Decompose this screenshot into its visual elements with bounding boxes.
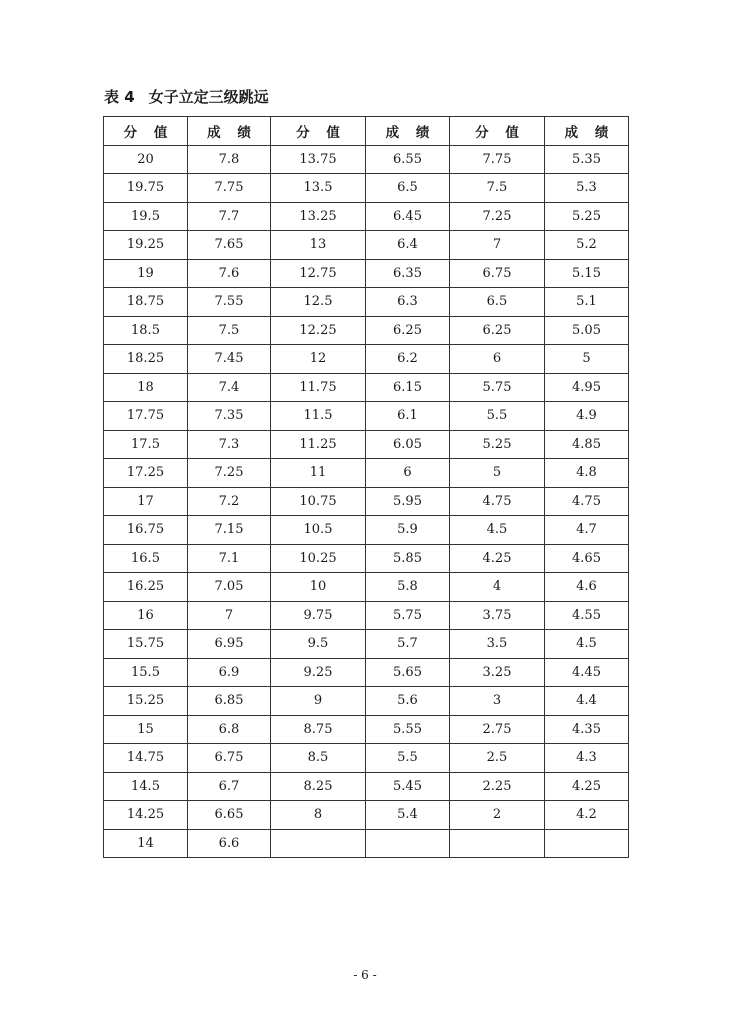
result-cell: 6.7: [188, 772, 271, 801]
result-cell: 6.45: [366, 202, 450, 231]
score-cell: 18.5: [104, 316, 188, 345]
result-cell: 5.55: [366, 715, 450, 744]
score-cell: 17.25: [104, 459, 188, 488]
table-row: [104, 345, 629, 374]
result-cell: 4.95: [545, 373, 629, 402]
result-cell: 6.85: [188, 687, 271, 716]
result-cell: 5.85: [366, 544, 450, 573]
result-cell: 4.6: [545, 573, 629, 602]
table-row: [104, 259, 629, 288]
score-cell: 12.75: [271, 259, 366, 288]
score-cell: 19: [104, 259, 188, 288]
score-cell: 18: [104, 373, 188, 402]
result-cell: 5.15: [545, 259, 629, 288]
table-row: [104, 288, 629, 317]
score-cell: 12.25: [271, 316, 366, 345]
result-cell: 6.3: [366, 288, 450, 317]
header-score-2: 分 值: [271, 117, 366, 146]
score-table: [103, 116, 629, 858]
score-cell: 18.25: [104, 345, 188, 374]
result-cell: [366, 829, 450, 858]
result-cell: 7.25: [188, 459, 271, 488]
result-cell: 6.4: [366, 231, 450, 260]
result-cell: 7.6: [188, 259, 271, 288]
result-cell: 7.2: [188, 487, 271, 516]
score-cell: 16.75: [104, 516, 188, 545]
score-cell: 6.5: [450, 288, 545, 317]
table-caption: 女子立定三级跳远: [148, 88, 269, 106]
score-cell: 13: [271, 231, 366, 260]
result-cell: 7.7: [188, 202, 271, 231]
result-cell: 6.2: [366, 345, 450, 374]
score-cell: 15.25: [104, 687, 188, 716]
result-cell: 5.1: [545, 288, 629, 317]
table-title: [104, 86, 269, 107]
result-cell: 5.65: [366, 658, 450, 687]
table-row: [104, 573, 629, 602]
result-cell: 7.55: [188, 288, 271, 317]
score-cell: 3: [450, 687, 545, 716]
score-cell: 10.75: [271, 487, 366, 516]
table-body: [104, 145, 629, 858]
score-cell: 10.25: [271, 544, 366, 573]
score-cell: 7: [450, 231, 545, 260]
result-cell: 6.1: [366, 402, 450, 431]
score-cell: 15.75: [104, 630, 188, 659]
score-cell: 4.25: [450, 544, 545, 573]
score-cell: 5.25: [450, 430, 545, 459]
header-row: [104, 117, 629, 146]
score-cell: 4.75: [450, 487, 545, 516]
score-cell: 3.75: [450, 601, 545, 630]
result-cell: 4.55: [545, 601, 629, 630]
result-cell: 6.95: [188, 630, 271, 659]
result-cell: 5.95: [366, 487, 450, 516]
result-cell: 4.85: [545, 430, 629, 459]
result-cell: 4.3: [545, 744, 629, 773]
score-cell: 9.5: [271, 630, 366, 659]
score-cell: 13.5: [271, 174, 366, 203]
result-cell: 5.25: [545, 202, 629, 231]
table-row: [104, 202, 629, 231]
score-cell: 7.75: [450, 145, 545, 174]
score-cell: 19.25: [104, 231, 188, 260]
score-cell: 19.75: [104, 174, 188, 203]
result-cell: 5.35: [545, 145, 629, 174]
result-cell: 6.75: [188, 744, 271, 773]
table-row: [104, 801, 629, 830]
result-cell: 5.5: [366, 744, 450, 773]
score-cell: 15.5: [104, 658, 188, 687]
table-row: [104, 373, 629, 402]
result-cell: 5.8: [366, 573, 450, 602]
score-cell: 11.5: [271, 402, 366, 431]
header-result-2: 成 绩: [366, 117, 450, 146]
table-row: [104, 658, 629, 687]
table-row: [104, 430, 629, 459]
score-cell: 13.75: [271, 145, 366, 174]
score-cell: 14.25: [104, 801, 188, 830]
result-cell: 4.25: [545, 772, 629, 801]
result-cell: 6.9: [188, 658, 271, 687]
table-row: [104, 601, 629, 630]
table-row: [104, 516, 629, 545]
score-cell: 2: [450, 801, 545, 830]
table-row: [104, 174, 629, 203]
result-cell: 4.75: [545, 487, 629, 516]
score-cell: [271, 829, 366, 858]
score-cell: 5: [450, 459, 545, 488]
score-cell: 15: [104, 715, 188, 744]
result-cell: 7.1: [188, 544, 271, 573]
header-score-1: 分 值: [104, 117, 188, 146]
score-cell: 9: [271, 687, 366, 716]
score-cell: 6: [450, 345, 545, 374]
score-cell: 16.5: [104, 544, 188, 573]
score-cell: 17.5: [104, 430, 188, 459]
result-cell: 7.15: [188, 516, 271, 545]
result-cell: 7.4: [188, 373, 271, 402]
score-cell: 12: [271, 345, 366, 374]
result-cell: 7.8: [188, 145, 271, 174]
table-row: [104, 145, 629, 174]
result-cell: 6: [366, 459, 450, 488]
score-cell: 5.5: [450, 402, 545, 431]
score-cell: 3.5: [450, 630, 545, 659]
result-cell: 6.5: [366, 174, 450, 203]
result-cell: 7: [188, 601, 271, 630]
header-score-3: 分 值: [450, 117, 545, 146]
result-cell: 6.05: [366, 430, 450, 459]
header-result-3: 成 绩: [545, 117, 629, 146]
result-cell: 4.5: [545, 630, 629, 659]
score-cell: 17: [104, 487, 188, 516]
result-cell: 5.2: [545, 231, 629, 260]
table-row: [104, 231, 629, 260]
result-cell: 7.05: [188, 573, 271, 602]
result-cell: 4.9: [545, 402, 629, 431]
score-cell: 11.25: [271, 430, 366, 459]
table-row: [104, 316, 629, 345]
table-row: [104, 744, 629, 773]
table-row: [104, 829, 629, 858]
score-cell: 17.75: [104, 402, 188, 431]
table-row: [104, 630, 629, 659]
score-cell: 19.5: [104, 202, 188, 231]
score-cell: 20: [104, 145, 188, 174]
result-cell: 5.05: [545, 316, 629, 345]
result-cell: 7.45: [188, 345, 271, 374]
result-cell: 7.65: [188, 231, 271, 260]
score-cell: 10.5: [271, 516, 366, 545]
score-cell: 18.75: [104, 288, 188, 317]
result-cell: 4.2: [545, 801, 629, 830]
result-cell: 6.55: [366, 145, 450, 174]
result-cell: [545, 829, 629, 858]
score-cell: 6.75: [450, 259, 545, 288]
score-cell: 4: [450, 573, 545, 602]
score-cell: 13.25: [271, 202, 366, 231]
result-cell: 6.65: [188, 801, 271, 830]
result-cell: 7.3: [188, 430, 271, 459]
result-cell: 4.65: [545, 544, 629, 573]
score-cell: 3.25: [450, 658, 545, 687]
score-cell: 6.25: [450, 316, 545, 345]
result-cell: 5.9: [366, 516, 450, 545]
table-row: [104, 459, 629, 488]
score-cell: 8.75: [271, 715, 366, 744]
result-cell: 6.6: [188, 829, 271, 858]
score-cell: 7.25: [450, 202, 545, 231]
score-cell: 5.75: [450, 373, 545, 402]
table-row: [104, 487, 629, 516]
result-cell: 5.4: [366, 801, 450, 830]
score-cell: 4.5: [450, 516, 545, 545]
header-result-1: 成 绩: [188, 117, 271, 146]
result-cell: 6.25: [366, 316, 450, 345]
result-cell: 4.35: [545, 715, 629, 744]
result-cell: 4.7: [545, 516, 629, 545]
score-cell: 14.75: [104, 744, 188, 773]
score-cell: 2.75: [450, 715, 545, 744]
table-row: [104, 402, 629, 431]
result-cell: 7.5: [188, 316, 271, 345]
result-cell: 6.15: [366, 373, 450, 402]
score-cell: 16: [104, 601, 188, 630]
result-cell: 7.35: [188, 402, 271, 431]
result-cell: 5.6: [366, 687, 450, 716]
table-row: [104, 715, 629, 744]
table-row: [104, 544, 629, 573]
score-cell: 9.25: [271, 658, 366, 687]
score-cell: 12.5: [271, 288, 366, 317]
result-cell: 4.4: [545, 687, 629, 716]
result-cell: 6.35: [366, 259, 450, 288]
score-cell: 7.5: [450, 174, 545, 203]
table-row: [104, 772, 629, 801]
table-row: [104, 687, 629, 716]
score-cell: 9.75: [271, 601, 366, 630]
result-cell: 4.45: [545, 658, 629, 687]
score-cell: 8.25: [271, 772, 366, 801]
score-cell: [450, 829, 545, 858]
score-cell: 8: [271, 801, 366, 830]
score-cell: 8.5: [271, 744, 366, 773]
score-cell: 11: [271, 459, 366, 488]
result-cell: 5.45: [366, 772, 450, 801]
score-cell: 11.75: [271, 373, 366, 402]
result-cell: 5.3: [545, 174, 629, 203]
result-cell: 6.8: [188, 715, 271, 744]
score-cell: 2.5: [450, 744, 545, 773]
result-cell: 7.75: [188, 174, 271, 203]
result-cell: 5: [545, 345, 629, 374]
result-cell: 5.75: [366, 601, 450, 630]
result-cell: 4.8: [545, 459, 629, 488]
score-cell: 10: [271, 573, 366, 602]
score-cell: 16.25: [104, 573, 188, 602]
score-cell: 2.25: [450, 772, 545, 801]
score-cell: 14.5: [104, 772, 188, 801]
result-cell: 5.7: [366, 630, 450, 659]
page-number: - 6 -: [353, 968, 377, 982]
table-number: 表 4: [104, 88, 135, 106]
score-cell: 14: [104, 829, 188, 858]
